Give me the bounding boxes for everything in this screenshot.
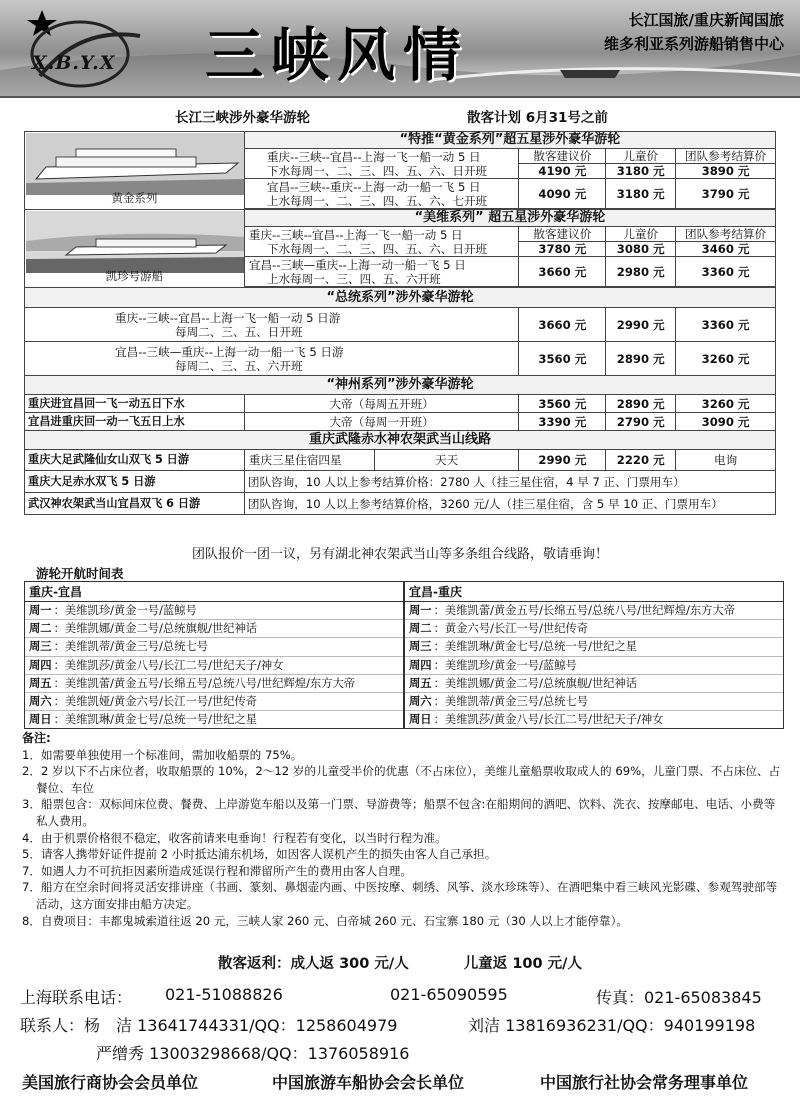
days-text: 每周二、三、五、六开班: [175, 358, 303, 373]
price-adult: 4090 元: [519, 179, 606, 209]
route-text: 重庆--三峡--宜昌--上海一飞一船一动 5 日游: [115, 310, 341, 325]
contact-person-3: 严缯秀 13003298668/QQ：1376058916: [96, 1044, 410, 1063]
shenzhou-row-2: [25, 413, 776, 431]
day-label: 周一: [29, 604, 52, 617]
price-child: 3180 元: [606, 179, 676, 209]
logo-text: X.B.Y.X: [32, 52, 116, 74]
gold-route-1: [244, 149, 519, 179]
shenzhou-boat-1: 大帝（每周五开班）: [244, 395, 519, 413]
price-child: 2990 元: [606, 308, 676, 342]
company-logo: [20, 6, 170, 92]
child-rebate: 儿童返 100 元/人: [463, 956, 582, 972]
gold-ship-label: 黄金系列: [111, 191, 158, 205]
gold-section-header: [25, 132, 776, 149]
shenzhou-section-title: “神州系列”涉外豪华游轮: [25, 376, 776, 395]
schedule-header: 重庆-宜昌: [25, 582, 403, 602]
note-item: 7．如遇人力不可抗拒因素所造成延误行程和滞留所产生的费用由客人自理。: [22, 863, 412, 878]
ship-list: 黄金六号/长江一号/世纪传奇: [444, 622, 589, 636]
cruise-ship-icon: [26, 133, 244, 195]
wulong-section-title: 重庆武隆赤水神农架武当山线路: [25, 431, 776, 450]
col-header-adult: 散客建议价: [519, 227, 606, 242]
wulong-info-3: 团队咨询，10 人以上参考结算价格，3260 元/人（挂三星住宿，含 5 早 10 正、门票用车）: [244, 493, 775, 515]
schedule-row: 周六 ：美维凯娅/黄金六号/长江一号/世纪传奇: [25, 693, 403, 711]
ship-list: 美维凯蕾/黄金五号/长绵五号/总统八号/世纪辉煌/东方大帝: [444, 604, 736, 617]
ship-list: 美维凯琳/黄金七号/总统一号/世纪之星: [444, 640, 638, 654]
meiwei-ship-image: [25, 210, 245, 288]
col-header-team: 团队参考结算价: [676, 149, 776, 164]
schedule-row: 周六 ：美维凯蒂/黄金三号/总统七号: [405, 693, 783, 711]
ship-list: 美维凯珍/黄金一号/蓝鲸号: [444, 658, 577, 672]
meiwei-section-header: [25, 210, 776, 227]
note-item: 3．船票包含：双标间床位费、餐费、上岸游览车船以及第一门票、导游费等；船票不包含:在船期间的酒吧、饮料、洗衣、按摩邮电、电话、小费等私人费用。: [22, 797, 776, 828]
schedule-row: 周三 ：美维凯蒂/黄金三号/总统七号: [25, 638, 403, 656]
zongtong-route-2: [25, 342, 519, 376]
wulong-row-1: [25, 450, 776, 471]
schedule-row: 周五 ：美维凯蕾/黄金五号/长绵五号/总统八号/世纪辉煌/东方大帝: [25, 675, 403, 693]
agency-line-1: 长江国旅/重庆新闻国旅: [628, 11, 784, 29]
price-child: 2890 元: [606, 395, 676, 413]
membership-3: 中国旅行社协会常务理事单位: [540, 1073, 749, 1092]
logo-emblem-icon: [20, 6, 170, 92]
day-label: 周五: [409, 676, 432, 690]
schedule-row: 周二 ：美维凯娜/黄金二号/总统旗舰/世纪神话: [25, 620, 403, 638]
contact-person-row-2: [20, 1041, 780, 1061]
phone-2: 021-65090595: [390, 985, 508, 1004]
ship-list: 美维凯琳/黄金七号/总统一号/世纪之星: [64, 713, 258, 727]
schedule-row: 周日 ：美维凯莎/黄金八号/长江二号/世纪天子/神女: [409, 713, 664, 727]
contact-person-2: 刘洁 13816936231/QQ：940199198: [468, 1016, 756, 1035]
schedule-row: 周四 ：美维凯珍/黄金一号/蓝鲸号: [405, 657, 783, 675]
days-text: 上水每周一、三、四、五、六开班: [266, 271, 441, 286]
schedule-title: 游轮开航时间表: [36, 566, 124, 581]
shenzhou-row-1: [25, 395, 776, 413]
shenzhou-boat-2: 大帝（每周一开班）: [244, 413, 519, 431]
zongtong-row-1: [25, 308, 776, 342]
subhead-left: 长江三峡涉外豪华游轮: [175, 110, 310, 126]
schedule-row: 周一 ：美维凯珍/黄金一号/蓝鲸号: [25, 602, 403, 620]
ship-list: 美维凯蒂/黄金三号/总统七号: [64, 640, 209, 654]
price-adult: 3780 元: [519, 242, 606, 257]
ship-list: 美维凯珍/黄金一号/蓝鲸号: [64, 604, 197, 617]
price-team: 3790 元: [676, 179, 776, 209]
price-child: 2890 元: [606, 342, 676, 376]
note-item: 8．自费项目：丰都鬼城索道往返 20 元，三峡人家 260 元、白帝城 260 元、石宝寨 180 元（30 人以上才能停靠）。: [22, 913, 628, 928]
wulong-row-2: [25, 471, 776, 493]
schedule-row: 周一 ：美维凯蕾/黄金五号/长绵五号/总统八号/世纪辉煌/东方大帝: [405, 602, 783, 620]
price-adult: 4190 元: [519, 164, 606, 179]
col-header-adult: 散客建议价: [519, 149, 606, 164]
col-header-child: 儿童价: [606, 227, 676, 242]
day-label: 周三: [29, 640, 52, 654]
membership-1: 美国旅行商协会会员单位: [22, 1073, 199, 1092]
meiwei-ship-label: 凯珍号游船: [105, 269, 164, 283]
wulong-row-3: [25, 493, 776, 515]
contact-person-row: [20, 1013, 780, 1033]
notes-title: 备注:: [22, 731, 51, 745]
days-text: 每周二、三、五、日开班: [175, 324, 303, 339]
gold-ship-image: [25, 132, 245, 210]
phone-label: 上海联系电话：: [20, 988, 133, 1007]
wulong-name-1: 重庆大足武隆仙女山双飞 5 日游: [25, 450, 245, 471]
ship-list: 美维凯莎/黄金八号/长江二号/世纪天子/神女: [64, 658, 284, 672]
schedule-row: 周三 ：美维凯琳/黄金七号/总统一号/世纪之星: [405, 638, 783, 656]
group-inquiry-note: 团队报价一团一议，另有湖北神农架武当山等多条组合线路，敬请垂询！: [191, 547, 608, 562]
wulong-info-2: 团队咨询，10 人以上参考结算价格：2780 人（挂三星住宿，4 早 7 正、门票用车）: [244, 471, 775, 493]
zongtong-row-2: [25, 342, 776, 376]
price-adult: 3660 元: [519, 257, 606, 287]
day-label: 周六: [29, 695, 52, 709]
days-text: 下水每周一、二、三、四、五、六、日开班: [266, 241, 488, 256]
meiwei-route-1: [244, 227, 519, 257]
ship-silhouette-icon: [560, 70, 620, 78]
schedule-row: 周二 ：黄金六号/长江一号/世纪传奇: [405, 620, 783, 638]
gold-route-2: [244, 179, 519, 209]
price-team: 3260 元: [676, 395, 776, 413]
price-team: 3360 元: [676, 308, 776, 342]
price-child: 2790 元: [606, 413, 676, 431]
schedule-upstream: [404, 581, 784, 729]
day-label: 周一: [409, 604, 432, 617]
note-item: 2．2 岁以下不占床位者，收取船票的 10%，2～12 岁的儿童受半价的优惠（不占床位），美维儿童船票收取成人的 69%，儿童门票、不占床位、占餐位、车位: [22, 764, 781, 795]
schedule-row: 周四 ：美维凯莎/黄金八号/长江二号/世纪天子/神女: [25, 657, 403, 675]
day-label: 周四: [409, 658, 432, 672]
wulong-name-3: 武汉神农架武当山宜昌双飞 6 日游: [25, 493, 245, 515]
wulong-name-2: 重庆大足赤水双飞 5 日游: [25, 471, 245, 493]
day-label: 周二: [29, 622, 52, 636]
price-adult: 3560 元: [519, 342, 606, 376]
note-item: 4．由于机票价格很不稳定，收客前请来电垂询！行程若有变化，以当时行程为准。: [22, 830, 447, 845]
days-text: 下水每周一、二、三、四、五、六、日开班: [266, 163, 488, 178]
day-label: 周六: [409, 695, 432, 709]
subhead-right: 散客计划 6月31号之前: [467, 110, 608, 126]
price-adult: 3560 元: [519, 395, 606, 413]
fax: 传真：021-65083845: [596, 988, 762, 1007]
price-team: 3260 元: [676, 342, 776, 376]
day-label: 周四: [29, 658, 52, 672]
route-text: 宜昌--三峡—重庆--上海一动一船一飞 5 日: [248, 257, 466, 272]
meiwei-section-title: “美维系列” 超五星涉外豪华游轮: [244, 210, 775, 227]
shenzhou-section-header: [25, 376, 776, 395]
price-team: 电询: [676, 450, 776, 471]
zongtong-section-title: “总统系列”涉外豪华游轮: [25, 288, 776, 308]
zongtong-section-header: [25, 288, 776, 308]
notes-section: [22, 730, 782, 929]
ship-list: 美维凯娜/黄金二号/总统旗舰/世纪神话: [64, 622, 258, 636]
wulong-hotel: 重庆三星住宿四星: [245, 450, 375, 470]
price-team: 3890 元: [676, 164, 776, 179]
price-team: 3460 元: [676, 242, 776, 257]
price-adult: 3390 元: [519, 413, 606, 431]
shenzhou-name-1: 重庆进宜昌回一飞一动五日下水: [25, 395, 245, 413]
agency-info: [604, 8, 784, 56]
agency-line-2: 维多利亚系列游船销售中心: [603, 35, 784, 53]
shenzhou-name-2: 宜昌进重庆回一动一飞五日上水: [25, 413, 245, 431]
schedule-row: 周日 ：美维凯琳/黄金七号/总统一号/世纪之星: [29, 713, 258, 727]
brand-title: 三峡风情: [205, 21, 470, 89]
price-table: [24, 131, 776, 515]
contact-person-1: 联系人：杨 洁 13641744331/QQ：1258604979: [20, 1016, 398, 1035]
price-team: 3360 元: [676, 257, 776, 287]
schedule-row: 周五 ：美维凯娜/黄金二号/总统旗舰/世纪神话: [405, 675, 783, 693]
price-child: 3180 元: [606, 164, 676, 179]
ship-list: 美维凯蕾/黄金五号/长绵五号/总统八号/世纪辉煌/东方大帝: [64, 676, 356, 690]
ship-list: 美维凯莎/黄金八号/长江二号/世纪天子/神女: [444, 713, 664, 727]
route-text: 重庆--三峡--宜昌--上海一飞一船一动 5 日: [266, 149, 481, 164]
cruise-ship-icon: [26, 211, 244, 273]
col-header-child: 儿童价: [606, 149, 676, 164]
ship-list: 美维凯娜/黄金二号/总统旗舰/世纪神话: [444, 676, 638, 690]
phone-row: [20, 985, 780, 1005]
note-item: 7．船方在空余时间将灵活安排讲座（书画、篆刻、鼻烟壶内画、中医按摩、刺绣、风筝、淡水珍珠等）、在酒吧集中看三峡风光影碟、参观驾驶部等活动，这方面安排由船方决定。: [22, 880, 778, 911]
wulong-section-header: [25, 431, 776, 450]
ship-list: 美维凯蒂/黄金三号/总统七号: [444, 695, 589, 709]
rebate-line: [0, 952, 800, 973]
wulong-hotel-cell: [244, 450, 519, 471]
price-child: 2980 元: [606, 257, 676, 287]
adult-rebate: 散客返利：成人返 300 元/人: [218, 956, 409, 972]
price-child: 2220 元: [606, 450, 676, 471]
note-item: 1．如需要单独使用一个标准间，需加收船票的 75%。: [22, 747, 303, 762]
route-text: 宜昌--三峡—重庆--上海一动一船一飞 5 日游: [115, 344, 344, 359]
day-label: 周五: [29, 676, 52, 690]
header-banner: [0, 0, 800, 98]
day-label: 周日: [29, 713, 52, 727]
price-adult: 2990 元: [519, 450, 606, 471]
day-label: 周二: [409, 622, 432, 636]
wulong-days: 天天: [435, 453, 459, 467]
note-item: 5．请客人携带好证件提前 2 小时抵达浦东机场，如因客人误机产生的损失由客人自己承担。: [22, 847, 497, 862]
day-label: 周日: [409, 713, 432, 727]
day-label: 周三: [409, 640, 432, 654]
ship-list: 美维凯娅/黄金六号/长江一号/世纪传奇: [64, 695, 258, 709]
col-header-team: 团队参考结算价: [676, 227, 776, 242]
days-text: 上水每周一、二、三、四、五、六、七开班: [266, 193, 488, 208]
price-child: 3080 元: [606, 242, 676, 257]
subheading: [0, 104, 800, 126]
gold-section-title: “特推“黄金系列”超五星涉外豪华游轮: [244, 132, 775, 149]
zongtong-route-1: [25, 308, 519, 342]
schedule-downstream: [24, 581, 404, 729]
route-text: 重庆--三峡--宜昌--上海一飞一船一动 5 日: [248, 227, 463, 242]
price-adult: 3660 元: [519, 308, 606, 342]
price-team: 3090 元: [676, 413, 776, 431]
phone-1: 021-51088826: [165, 985, 283, 1004]
meiwei-route-2: [244, 257, 519, 287]
schedule-header: 宜昌-重庆: [405, 582, 783, 602]
route-text: 宜昌--三峡--重庆--上海一动一船一飞 5 日: [266, 179, 481, 194]
membership-2: 中国旅游车船协会会长单位: [272, 1073, 465, 1092]
